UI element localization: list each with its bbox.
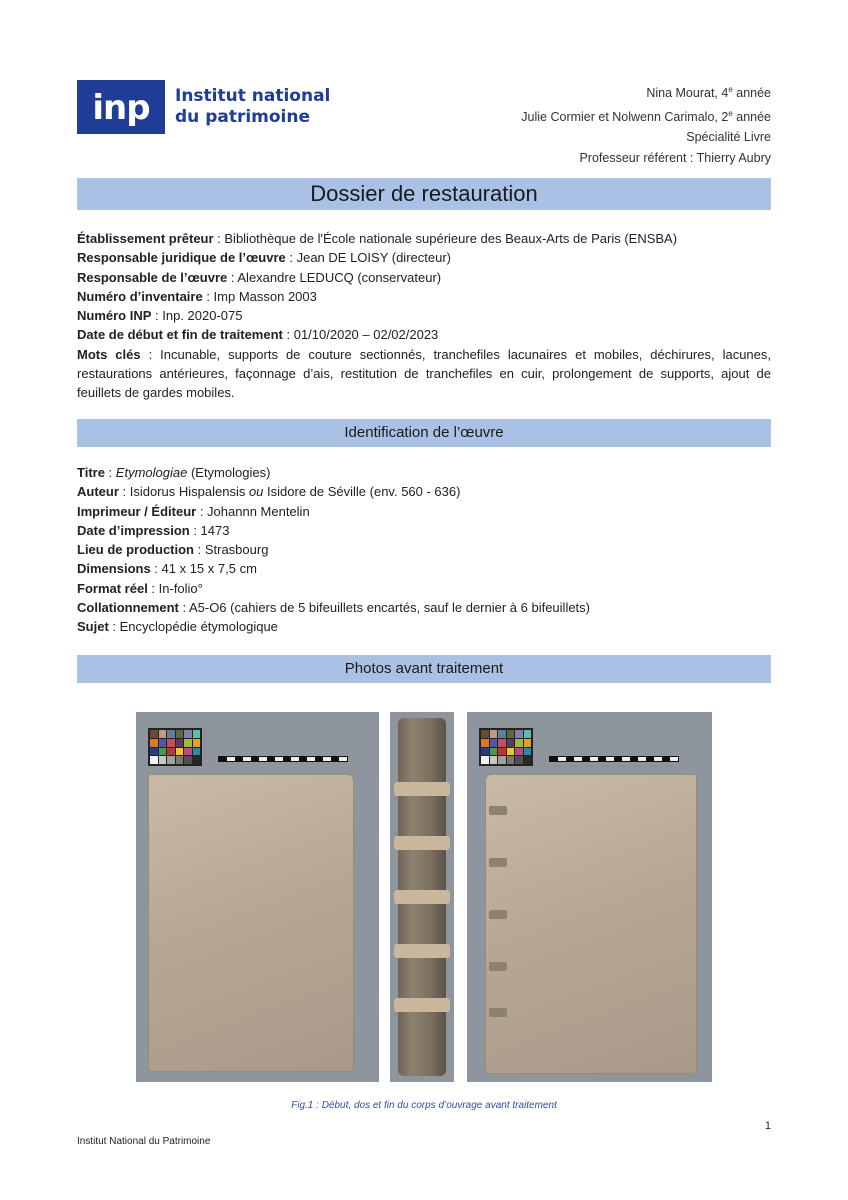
- color-swatch: [490, 730, 498, 738]
- page-number: 1: [764, 1120, 771, 1132]
- color-swatch: [184, 730, 192, 738]
- place-line: Lieu de production : Strasbourg: [77, 542, 269, 558]
- general-info: [77, 229, 777, 403]
- color-swatch: [498, 756, 506, 764]
- color-checker: [479, 728, 533, 766]
- support-end: [489, 806, 507, 815]
- printer-line: Imprimeur / Éditeur : Johannn Mentelin: [77, 503, 310, 519]
- specialty: Spécialité Livre: [686, 130, 771, 145]
- page-footer: Institut National du Patrimoine: [77, 1136, 211, 1147]
- color-swatch: [481, 756, 489, 764]
- color-swatch: [498, 730, 506, 738]
- color-swatch: [167, 739, 175, 747]
- sewing-support: [394, 782, 450, 796]
- color-swatch: [167, 756, 175, 764]
- inventory-line: Numéro d’inventaire : Imp Masson 2003: [77, 288, 317, 304]
- section-identification: Identification de l’œuvre: [77, 419, 771, 447]
- color-checker: [148, 728, 202, 766]
- color-swatch: [159, 756, 167, 764]
- color-swatch: [498, 748, 506, 756]
- color-swatch: [507, 730, 515, 738]
- color-swatch: [481, 730, 489, 738]
- color-swatch: [490, 756, 498, 764]
- color-swatch: [515, 748, 523, 756]
- author-line-2: Julie Cormier et Nolwenn Carimalo, 2e année: [521, 108, 771, 124]
- document-title: Dossier de restauration: [77, 178, 771, 210]
- front-cover-photo: [136, 712, 379, 1082]
- print-date-line: Date d’impression : 1473: [77, 522, 230, 538]
- color-swatch: [184, 739, 192, 747]
- collation-line: Collationnement : A5-O6 (cahiers de 5 bifeuillets encartés, sauf le dernier à 6 bifeuillets): [77, 600, 591, 616]
- color-swatch: [150, 756, 158, 764]
- section-photos: Photos avant traitement: [77, 655, 771, 683]
- color-swatch: [524, 739, 532, 747]
- color-swatch: [193, 730, 201, 738]
- sewing-support: [394, 836, 450, 850]
- color-swatch: [167, 730, 175, 738]
- lender-line: Établissement prêteur : Bibliothèque de l'École nationale supérieure des Beaux-Arts de Paris (ENSBA): [77, 231, 678, 246]
- color-swatch: [176, 730, 184, 738]
- color-swatch: [193, 739, 201, 747]
- color-swatch: [150, 748, 158, 756]
- color-swatch: [507, 748, 515, 756]
- front-board: [148, 774, 354, 1072]
- color-swatch: [481, 748, 489, 756]
- dimensions-line: Dimensions : 41 x 15 x 7,5 cm: [77, 561, 257, 577]
- color-swatch: [524, 730, 532, 738]
- color-swatch: [184, 756, 192, 764]
- color-swatch: [193, 756, 201, 764]
- color-swatch: [481, 739, 489, 747]
- support-end: [489, 962, 507, 971]
- keywords-line: Mots clés : Incunable, supports de couture sectionnés, tranchefiles lacunaires et mobiles, déchirures, lacunes, restaurations antérieures, façonnage d’ais, restitution de tranchefiles en cuir, prolongement de supports, ajout de feuillets de gardes mobiles.: [77, 346, 771, 401]
- color-swatch: [515, 756, 523, 764]
- logo-line-1: Institut national: [175, 86, 331, 106]
- spine-photo: [390, 712, 454, 1082]
- color-swatch: [159, 730, 167, 738]
- color-swatch: [524, 748, 532, 756]
- legal-responsible-line: Responsable juridique de l’œuvre : Jean DE LOISY (directeur): [77, 250, 451, 266]
- inp-logo: [77, 80, 330, 134]
- color-swatch: [490, 739, 498, 747]
- back-board: [485, 774, 697, 1074]
- color-swatch: [507, 739, 515, 747]
- logo-mark: inp: [77, 80, 165, 134]
- responsible-line: Responsable de l’œuvre : Alexandre LEDUCQ (conservateur): [77, 269, 442, 285]
- sewing-support: [394, 890, 450, 904]
- color-swatch: [184, 748, 192, 756]
- logo-line-2: du patrimoine: [175, 107, 311, 127]
- color-swatch: [507, 756, 515, 764]
- inp-number-line: Numéro INP : Inp. 2020-075: [77, 308, 243, 324]
- subject-line: Sujet : Encyclopédie étymologique: [77, 619, 278, 635]
- back-cover-photo: [467, 712, 712, 1082]
- color-swatch: [193, 748, 201, 756]
- color-swatch: [176, 756, 184, 764]
- color-swatch: [150, 730, 158, 738]
- color-swatch: [176, 748, 184, 756]
- format-line: Format réel : In-folio°: [77, 580, 203, 596]
- color-swatch: [490, 748, 498, 756]
- color-swatch: [159, 748, 167, 756]
- color-swatch: [159, 739, 167, 747]
- author-block: [521, 80, 771, 168]
- scale-ruler: [549, 756, 679, 762]
- color-swatch: [150, 739, 158, 747]
- color-swatch: [498, 739, 506, 747]
- title-line: Titre : Etymologiae (Etymologies): [77, 465, 271, 480]
- sewing-support: [394, 944, 450, 958]
- color-swatch: [167, 748, 175, 756]
- support-end: [489, 910, 507, 919]
- logo-wordmark: [175, 86, 330, 128]
- treatment-dates-line: Date de début et fin de traitement : 01/10/2020 – 02/02/2023: [77, 327, 439, 343]
- sewing-support: [394, 998, 450, 1012]
- author-line-1: Nina Mourat, 4e année: [646, 85, 771, 101]
- color-swatch: [176, 739, 184, 747]
- identification-info: [77, 463, 777, 637]
- scale-ruler: [218, 756, 348, 762]
- color-swatch: [515, 739, 523, 747]
- author-line: Auteur : Isidorus Hispalensis ou Isidore de Séville (env. 560 - 636): [77, 484, 461, 500]
- figure-caption: Fig.1 : Début, dos et fin du corps d’ouvrage avant traitement: [291, 1100, 557, 1111]
- color-swatch: [515, 730, 523, 738]
- support-end: [489, 858, 507, 867]
- professor: Professeur référent : Thierry Aubry: [579, 150, 771, 165]
- support-end: [489, 1008, 507, 1017]
- color-swatch: [524, 756, 532, 764]
- photo-figure: [136, 712, 712, 1082]
